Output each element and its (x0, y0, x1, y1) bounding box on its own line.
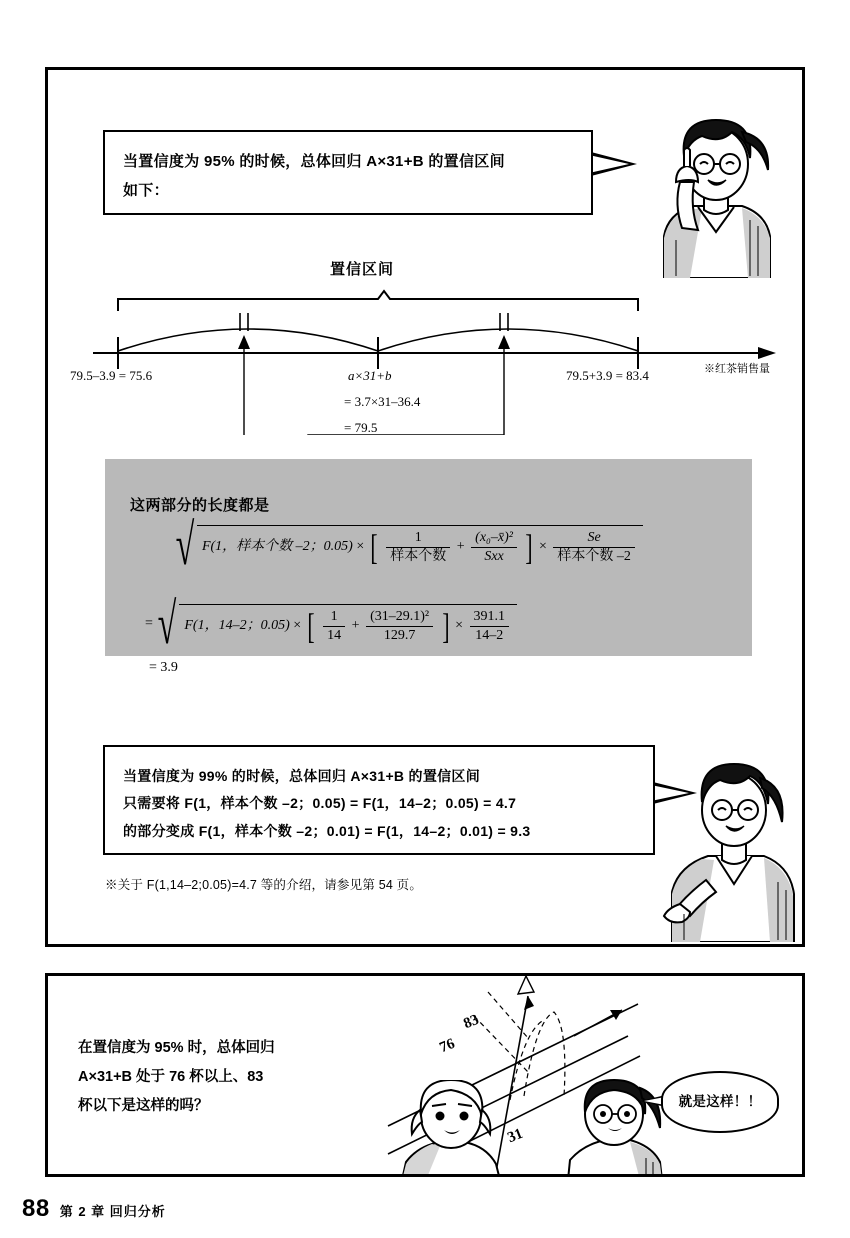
formula-general-plus: + (456, 539, 465, 555)
balloon-1-line-2: 如下： (123, 181, 169, 199)
axis-center-label-3: = 79.5 (344, 420, 378, 435)
balloon-2-line-2: 只需要将 F(1，样本个数 –2；0.05) = F(1，14–2；0.05) = 4.7 (123, 795, 517, 812)
formula-numeric-equals: = (145, 616, 153, 632)
sketch-label-middle: 76 (437, 1035, 458, 1057)
sketch-label-bottom: 31 (505, 1125, 526, 1147)
number-line-diagram (48, 285, 802, 425)
axis-left-label: 79.5–3.9 = 75.6 (70, 368, 153, 383)
formula-numeric (145, 590, 517, 656)
question-line-1: 在置信度为 95% 时，总体回归 (78, 1040, 275, 1056)
formula-general-frac2-den: Sxx (484, 548, 504, 564)
formula-numeric-frac2-den: 129.7 (383, 627, 416, 643)
formula-general-times-2: × (538, 539, 547, 555)
formula-general-frac1-den: 样本个数 (390, 548, 447, 564)
formula-general-f-term: F(1，样本个数 –2；0.05) (201, 539, 353, 555)
character-teacher-gesturing (660, 742, 800, 942)
formula-numeric-times-2: × (455, 618, 463, 634)
bracket-close-1: ] (525, 526, 534, 567)
axis-center-label-1: a×31+b (348, 368, 392, 383)
formula-numeric-times-1: × (293, 618, 302, 634)
formula-general-times-1: × (356, 539, 365, 555)
formula-numeric-f-term: F(1，14–2；0.05) (184, 618, 290, 634)
formula-general-frac3-den: 样本个数 –2 (557, 548, 631, 564)
sketch-label-top: 83 (461, 1011, 482, 1033)
question-text (78, 1034, 398, 1121)
bracket-open-2: [ (307, 605, 315, 646)
balloon-2-line-3: 的部分变成 F(1，样本个数 –2；0.01) = F(1，14–2；0.01) = 9.3 (123, 822, 531, 839)
bottom-panel (45, 973, 805, 1177)
question-line-3: 杯以下是这样的吗？ (78, 1098, 209, 1114)
radical-sign-1: √ (175, 511, 195, 577)
formula-numeric-frac1-den: 14 (327, 627, 342, 643)
radical-sign-2: √ (158, 590, 177, 656)
axis-center-label-2: = 3.7×31–36.4 (344, 394, 421, 409)
speech-balloon-2 (103, 745, 655, 855)
formula-general-frac3-num: Se (553, 529, 635, 548)
character-girl-student (396, 1080, 506, 1177)
balloon-1-line-1: 当置信度为 95% 的时候，总体回归 A×31+B 的置信区间 (123, 153, 505, 170)
formula-box-title: 这两部分的长度都是 (130, 497, 270, 514)
character-glasses-girl (560, 1076, 670, 1177)
axis-right-label: 79.5+3.9 = 83.4 (566, 368, 649, 383)
formula-numeric-frac2-num: (31–29.1)² (366, 608, 433, 627)
formula-numeric-plus: + (351, 618, 360, 634)
bracket-open-1: [ (370, 526, 378, 567)
balloon-2-line-1: 当置信度为 99% 的时候，总体回归 A×31+B 的置信区间 (123, 768, 481, 784)
page-number: 88 (22, 1195, 50, 1222)
formula-numeric-frac3-den: 14–2 (475, 627, 504, 643)
page-footer (22, 1195, 166, 1223)
confidence-interval-title: 置信区间 (330, 261, 395, 278)
chapter-label: 第 2 章 回归分析 (59, 1204, 166, 1219)
balloon-3-text: 就是这样！！ (678, 1094, 762, 1110)
speech-balloon-3 (661, 1071, 779, 1133)
question-line-2: A×31+B 处于 76 杯以上、83 (78, 1069, 264, 1085)
formula-general (174, 511, 643, 577)
formula-numeric-frac3-num: 391.1 (470, 608, 510, 627)
bracket-close-2: ] (441, 605, 450, 646)
formula-general-frac1-num: 1 (386, 529, 450, 548)
formula-general-frac2-num: (x₀–x̄)² (471, 529, 517, 548)
speech-balloon-1 (103, 130, 593, 215)
footnote-text: ※关于 F(1,14–2;0.05)=4.7 等的介绍，请参见第 54 页。 (105, 878, 423, 892)
top-panel (45, 67, 805, 947)
axis-unit-note: ※红茶销售量 (704, 363, 770, 375)
formula-result: = 3.9 (149, 660, 178, 675)
formula-numeric-frac1-num: 1 (323, 608, 345, 627)
character-teacher-pointing (646, 108, 786, 278)
balloon-1-tail-inner (589, 155, 629, 173)
